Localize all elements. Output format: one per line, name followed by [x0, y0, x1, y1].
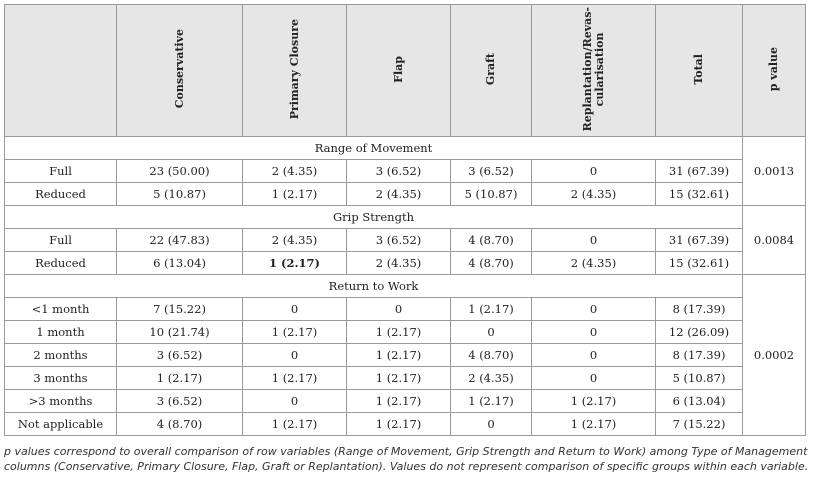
table-footnote: p values correspond to overall comparison of row variables (Range of Movement, Grip Strength and Return to Work) among Type of Management columns (Conservative, Primary Closure, Flap, Graft or Replantation). Values do not represent comparison of specific groups within each variable.: [4, 445, 809, 473]
table-row: [5, 344, 806, 367]
cell-conservative: 3 (6.52): [117, 390, 243, 413]
cell-conservative: 4 (8.70): [117, 413, 243, 436]
cell-replantation: 0: [532, 321, 656, 344]
cell-total: 5 (10.87): [656, 367, 743, 390]
col-header-conservative: Conservative: [117, 5, 243, 137]
cell-conservative: 7 (15.22): [117, 298, 243, 321]
cell-graft: 0: [451, 321, 532, 344]
cell-conservative: 6 (13.04): [117, 252, 243, 275]
cell-total: 15 (32.61): [656, 183, 743, 206]
header-blank-cell: [5, 5, 117, 137]
row-label: Full: [5, 229, 117, 252]
section-title: Return to Work: [5, 275, 743, 298]
cell-primary-closure: 0: [243, 298, 347, 321]
cell-replantation: 2 (4.35): [532, 252, 656, 275]
table-row: [5, 367, 806, 390]
row-label: Not applicable: [5, 413, 117, 436]
cell-primary-closure: 1 (2.17): [243, 252, 347, 275]
cell-replantation: 1 (2.17): [532, 390, 656, 413]
cell-graft: 1 (2.17): [451, 298, 532, 321]
cell-primary-closure: 1 (2.17): [243, 367, 347, 390]
col-header-graft: Graft: [451, 5, 532, 137]
section-title: Range of Movement: [5, 137, 743, 160]
cell-replantation: 1 (2.17): [532, 413, 656, 436]
cell-conservative: 1 (2.17): [117, 367, 243, 390]
cell-conservative: 10 (21.74): [117, 321, 243, 344]
cell-total: 12 (26.09): [656, 321, 743, 344]
col-header-total: Total: [656, 5, 743, 137]
cell-flap: 1 (2.17): [347, 390, 451, 413]
cell-conservative: 3 (6.52): [117, 344, 243, 367]
cell-replantation: 0: [532, 298, 656, 321]
cell-flap: 3 (6.52): [347, 160, 451, 183]
cell-flap: 2 (4.35): [347, 183, 451, 206]
cell-replantation: 2 (4.35): [532, 183, 656, 206]
cell-total: 8 (17.39): [656, 344, 743, 367]
cell-graft: 4 (8.70): [451, 252, 532, 275]
row-label: <1 month: [5, 298, 117, 321]
cell-graft: 0: [451, 413, 532, 436]
section-header-row: [5, 206, 806, 229]
section-header-row: [5, 275, 806, 298]
results-table: [4, 4, 806, 436]
row-label: Full: [5, 160, 117, 183]
row-label: 3 months: [5, 367, 117, 390]
cell-total: 15 (32.61): [656, 252, 743, 275]
table-row: [5, 252, 806, 275]
p-value-cell: 0.0084: [743, 206, 806, 275]
cell-graft: 4 (8.70): [451, 229, 532, 252]
cell-replantation: 0: [532, 344, 656, 367]
col-header-flap: Flap: [347, 5, 451, 137]
cell-primary-closure: 2 (4.35): [243, 229, 347, 252]
col-header-replantation: Replantation/Revas- cularisation: [532, 5, 656, 137]
cell-total: 31 (67.39): [656, 160, 743, 183]
cell-flap: 1 (2.17): [347, 367, 451, 390]
cell-replantation: 0: [532, 367, 656, 390]
p-value-cell: 0.0013: [743, 137, 806, 206]
col-header-primary-closure: Primary Closure: [243, 5, 347, 137]
results-table-container: [4, 4, 806, 436]
row-label: 2 months: [5, 344, 117, 367]
section-header-row: [5, 137, 806, 160]
cell-graft: 3 (6.52): [451, 160, 532, 183]
cell-flap: 1 (2.17): [347, 344, 451, 367]
cell-flap: 2 (4.35): [347, 252, 451, 275]
cell-flap: 1 (2.17): [347, 321, 451, 344]
cell-conservative: 22 (47.83): [117, 229, 243, 252]
cell-primary-closure: 1 (2.17): [243, 413, 347, 436]
cell-primary-closure: 1 (2.17): [243, 183, 347, 206]
cell-total: 6 (13.04): [656, 390, 743, 413]
cell-primary-closure: 0: [243, 390, 347, 413]
table-row: [5, 160, 806, 183]
cell-conservative: 23 (50.00): [117, 160, 243, 183]
cell-flap: 1 (2.17): [347, 413, 451, 436]
row-label: Reduced: [5, 183, 117, 206]
cell-primary-closure: 0: [243, 344, 347, 367]
p-value-cell: 0.0002: [743, 275, 806, 436]
cell-flap: 3 (6.52): [347, 229, 451, 252]
cell-primary-closure: 2 (4.35): [243, 160, 347, 183]
header-row: [5, 5, 806, 137]
table-row: [5, 321, 806, 344]
cell-total: 7 (15.22): [656, 413, 743, 436]
table-row: [5, 390, 806, 413]
col-header-p-value: p value: [743, 5, 806, 137]
section-title: Grip Strength: [5, 206, 743, 229]
cell-primary-closure: 1 (2.17): [243, 321, 347, 344]
table-row: [5, 298, 806, 321]
cell-graft: 5 (10.87): [451, 183, 532, 206]
cell-replantation: 0: [532, 229, 656, 252]
cell-replantation: 0: [532, 160, 656, 183]
cell-total: 8 (17.39): [656, 298, 743, 321]
cell-graft: 1 (2.17): [451, 390, 532, 413]
table-row: [5, 413, 806, 436]
table-row: [5, 229, 806, 252]
row-label: Reduced: [5, 252, 117, 275]
table-row: [5, 183, 806, 206]
cell-total: 31 (67.39): [656, 229, 743, 252]
cell-conservative: 5 (10.87): [117, 183, 243, 206]
cell-flap: 0: [347, 298, 451, 321]
row-label: 1 month: [5, 321, 117, 344]
cell-graft: 4 (8.70): [451, 344, 532, 367]
row-label: >3 months: [5, 390, 117, 413]
cell-graft: 2 (4.35): [451, 367, 532, 390]
